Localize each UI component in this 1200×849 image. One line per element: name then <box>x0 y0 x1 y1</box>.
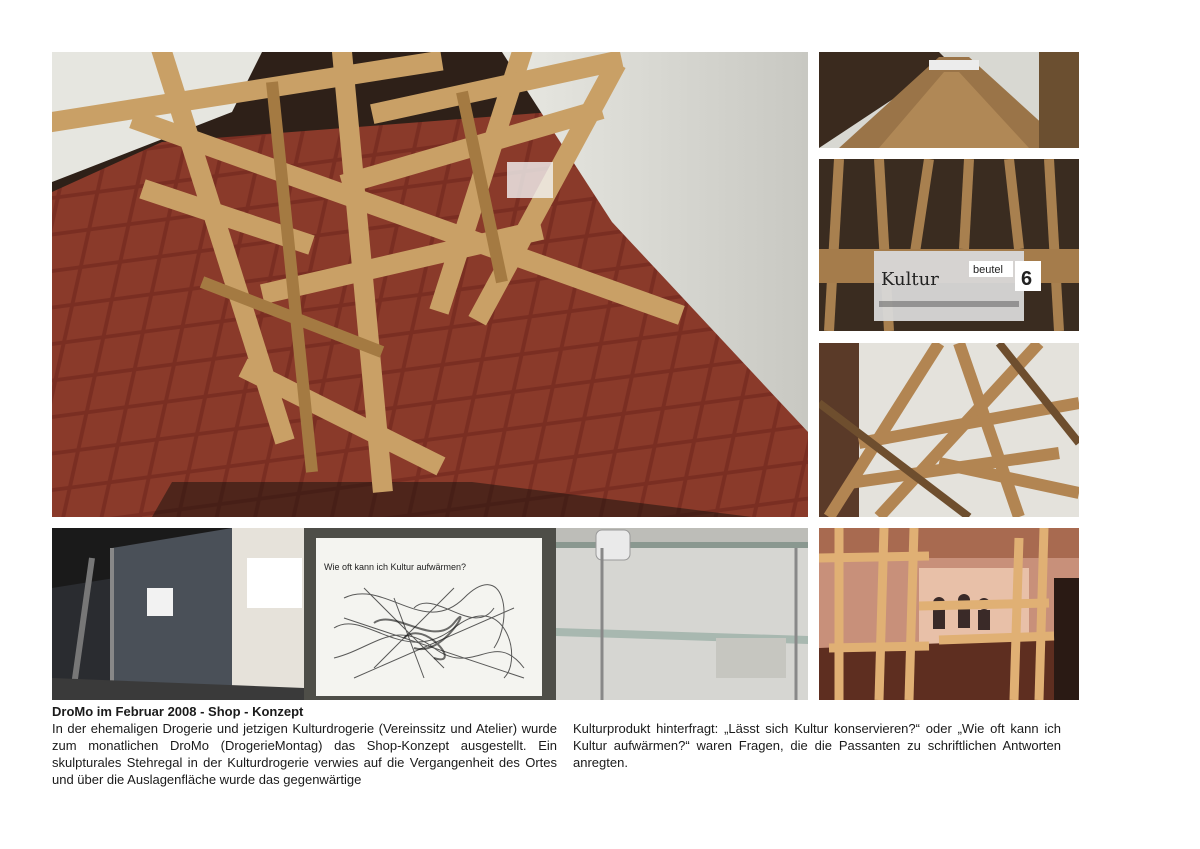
main-photo-wood-shelf <box>52 52 808 517</box>
card-number-text: 6 <box>1021 268 1033 290</box>
bottom-photo-glass-shelf <box>556 528 808 700</box>
caption-text-column-1: In der ehemaligen Drogerie und jetzigen Kulturdrogerie (Vereinssitz und Atelier) wurde zum monatlichen DroMo (DrogerieMontag) das Shop-Konzept ausgestellt. Ein skulpturales Stehregal in der Kulturdrogerie verwies auf die Vergangenheit des Ortes und über die Auslagenfläche wurde das gegenwärtige <box>52 721 557 787</box>
poster-heading: Wie oft kann ich Kultur aufwärmen? <box>324 562 467 572</box>
bottom-photo-interior <box>819 528 1079 700</box>
wood-beam-photo <box>819 52 1079 148</box>
caption-title: DroMo im Februar 2008 - Shop - Konzept <box>52 704 304 719</box>
bottom-photo-shop-window <box>52 528 304 700</box>
caption-text-column-2: Kulturprodukt hinterfragt: „Lässt sich Kultur konservieren?“ oder „Wie oft kann ich Kultur aufwärmen?“ waren Fragen, die die Passanten zu schriftlichen Antworten anregten. <box>573 721 1061 770</box>
side-photo-kulturbeutel <box>819 159 1079 331</box>
shop-window-photo <box>52 528 304 700</box>
wood-frame-photo <box>819 343 1079 517</box>
bottom-photo-poster <box>304 528 556 700</box>
interior-photo <box>819 528 1079 700</box>
poster-photo <box>304 528 556 700</box>
kulturbeutel-photo <box>819 159 1079 331</box>
card-word-text: beutel <box>973 264 1003 276</box>
side-photo-ceiling <box>819 52 1079 148</box>
side-photo-wood-beams <box>819 343 1079 517</box>
glass-shelf-photo <box>556 528 808 700</box>
wood-shelf-photo <box>52 52 808 517</box>
card-script-text: Kultur <box>881 269 939 290</box>
